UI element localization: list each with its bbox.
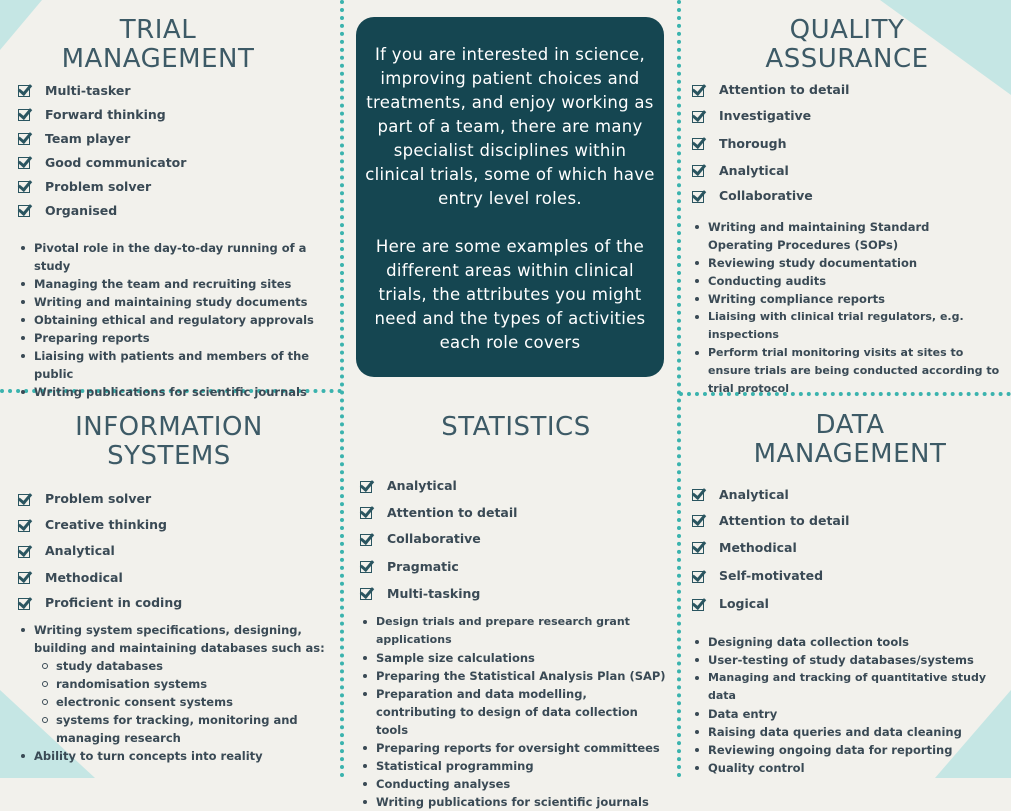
checkbox-icon [18, 492, 34, 506]
statistics-panel [360, 413, 676, 811]
attribute-item: Team player [18, 126, 338, 150]
quality-assurance-activities [692, 218, 1008, 398]
quality-assurance-attributes [692, 77, 1010, 208]
checkbox-icon [692, 569, 708, 583]
activity-item: Liaising with patients and members of the public [18, 347, 338, 383]
activity-item: Writing compliance reports [692, 290, 1008, 308]
activity-item: Data entry [692, 705, 1008, 723]
intro-paragraph-1: If you are interested in science, improving patient choices and treatments, and enjoy working as part of a team, there are many specialist disciplines within clinical trials, some of which have entry level roles. [365, 45, 655, 208]
checkbox-icon [18, 107, 34, 121]
attribute-item: Pragmatic [360, 552, 676, 580]
data-management-attributes [692, 481, 1008, 617]
trial-management-panel [18, 16, 338, 401]
sub-item: randomisation systems [40, 675, 328, 693]
checkbox-icon [360, 479, 376, 493]
attribute-item: Attention to detail [692, 507, 1008, 533]
checkbox-icon [360, 586, 376, 600]
intro-box [356, 17, 664, 377]
checkbox-icon [692, 83, 708, 97]
attribute-item: Analytical [360, 472, 676, 499]
activity-item: Reviewing ongoing data for reporting [692, 741, 1008, 759]
sub-item: systems for tracking, monitoring and managing research [40, 711, 328, 747]
activity-item: Preparing reports [18, 329, 338, 347]
activity-item: Writing publications for scientific journals [360, 793, 676, 811]
attribute-item: Self-motivated [692, 561, 1008, 590]
checkbox-icon [692, 540, 708, 554]
data-management-activities [692, 633, 1008, 777]
trial-management-attributes [18, 78, 338, 222]
checkbox-icon [692, 513, 708, 527]
attribute-item: Problem solver [18, 174, 338, 198]
activity-item: Preparation and data modelling, contributing to design of data collection tools [360, 685, 676, 739]
activity-item: Ability to turn concepts into reality [18, 747, 328, 765]
attribute-item: Thorough [692, 129, 1010, 157]
activity-item: Managing and tracking of quantitative study data [692, 669, 1008, 705]
attribute-item: Multi-tasker [18, 78, 338, 102]
activity-item: Pivotal role in the day-to-day running of a study [18, 239, 338, 275]
divider-right [677, 0, 681, 778]
checkbox-icon [18, 83, 34, 97]
attribute-item: Analytical [18, 537, 340, 564]
activity-item: Liaising with clinical trial regulators, e.g. inspections [692, 308, 1008, 344]
attribute-item: Attention to detail [692, 77, 1010, 102]
attribute-item: Analytical [692, 481, 1008, 507]
activity-item: Writing and maintaining Standard Operating Procedures (SOPs) [692, 218, 1008, 254]
attribute-item: Methodical [692, 533, 1008, 561]
trial-management-heading: TRIAL MANAGEMENT [61, 15, 255, 74]
attribute-item: Collaborative [360, 525, 676, 552]
information-systems-heading: INFORMATION SYSTEMS [75, 412, 263, 471]
attribute-item: Investigative [692, 102, 1010, 129]
checkbox-icon [692, 109, 708, 123]
sub-item: electronic consent systems [40, 693, 328, 711]
activity-item: Writing and maintaining study documents [18, 293, 338, 311]
checkbox-icon [692, 487, 708, 501]
activity-item: Writing publications for scientific journals [18, 383, 338, 401]
attribute-item: Attention to detail [360, 499, 676, 525]
checkbox-icon [692, 163, 708, 177]
activity-item: Conducting analyses [360, 775, 676, 793]
intro-paragraph-2: Here are some examples of the different areas within clinical trials, the attributes you might need and the types of activities each role covers [374, 237, 646, 352]
checkbox-icon [692, 189, 708, 203]
quality-assurance-heading: QUALITY ASSURANCE [765, 15, 929, 74]
checkbox-icon [18, 570, 34, 584]
checkbox-icon [692, 597, 708, 611]
data-management-heading: DATA MANAGEMENT [753, 410, 947, 469]
activity-item: Writing system specifications, designing, building and maintaining databases such as: study databases randomisation systems electronic consent systems systems for tracking, monitoring and managing research [18, 621, 328, 747]
activity-item: Designing data collection tools [692, 633, 1008, 651]
activity-item: User-testing of study databases/systems [692, 651, 1008, 669]
attribute-item: Analytical [692, 157, 1010, 183]
activity-item: Design trials and prepare research grant applications [360, 613, 676, 649]
checkbox-icon [692, 136, 708, 150]
activity-item: Reviewing study documentation [692, 254, 1008, 272]
activity-item: Quality control [692, 759, 1008, 777]
statistics-attributes [360, 472, 676, 606]
database-sub-list [40, 657, 328, 747]
checkbox-icon [18, 518, 34, 532]
attribute-item: Collaborative [692, 183, 1010, 208]
attribute-item: Problem solver [18, 485, 340, 512]
activity-item: Sample size calculations [360, 649, 676, 667]
activity-item: Obtaining ethical and regulatory approvals [18, 311, 338, 329]
attribute-item: Logical [692, 590, 1008, 617]
checkbox-icon [360, 559, 376, 573]
attribute-item: Organised [18, 198, 338, 222]
checkbox-icon [18, 179, 34, 193]
statistics-activities [360, 613, 676, 811]
checkbox-icon [18, 544, 34, 558]
attribute-item: Multi-tasking [360, 580, 676, 606]
trial-management-activities [18, 239, 338, 401]
data-management-panel [692, 411, 1008, 777]
activity-item: Conducting audits [692, 272, 1008, 290]
checkbox-icon [360, 532, 376, 546]
attribute-item: Good communicator [18, 150, 338, 174]
activity-item: Perform trial monitoring visits at sites to ensure trials are being conducted according to trial protocol [692, 344, 1008, 398]
activity-item: Raising data queries and data cleaning [692, 723, 1008, 741]
information-systems-attributes [18, 485, 340, 615]
checkbox-icon [18, 131, 34, 145]
statistics-heading: STATISTICS [441, 412, 591, 442]
quality-assurance-panel [692, 16, 1010, 398]
attribute-item: Methodical [18, 564, 340, 590]
attribute-item: Proficient in coding [18, 590, 340, 615]
activity-item: Preparing the Statistical Analysis Plan (SAP) [360, 667, 676, 685]
attribute-item: Forward thinking [18, 102, 338, 126]
sub-item: study databases [40, 657, 328, 675]
attribute-item: Creative thinking [18, 512, 340, 537]
checkbox-icon [18, 155, 34, 169]
checkbox-icon [18, 203, 34, 217]
checkbox-icon [360, 505, 376, 519]
activity-item: Managing the team and recruiting sites [18, 275, 338, 293]
information-systems-panel [18, 413, 340, 765]
information-systems-activities [18, 621, 328, 765]
activity-item: Preparing reports for oversight committees [360, 739, 676, 757]
activity-item: Statistical programming [360, 757, 676, 775]
checkbox-icon [18, 596, 34, 610]
